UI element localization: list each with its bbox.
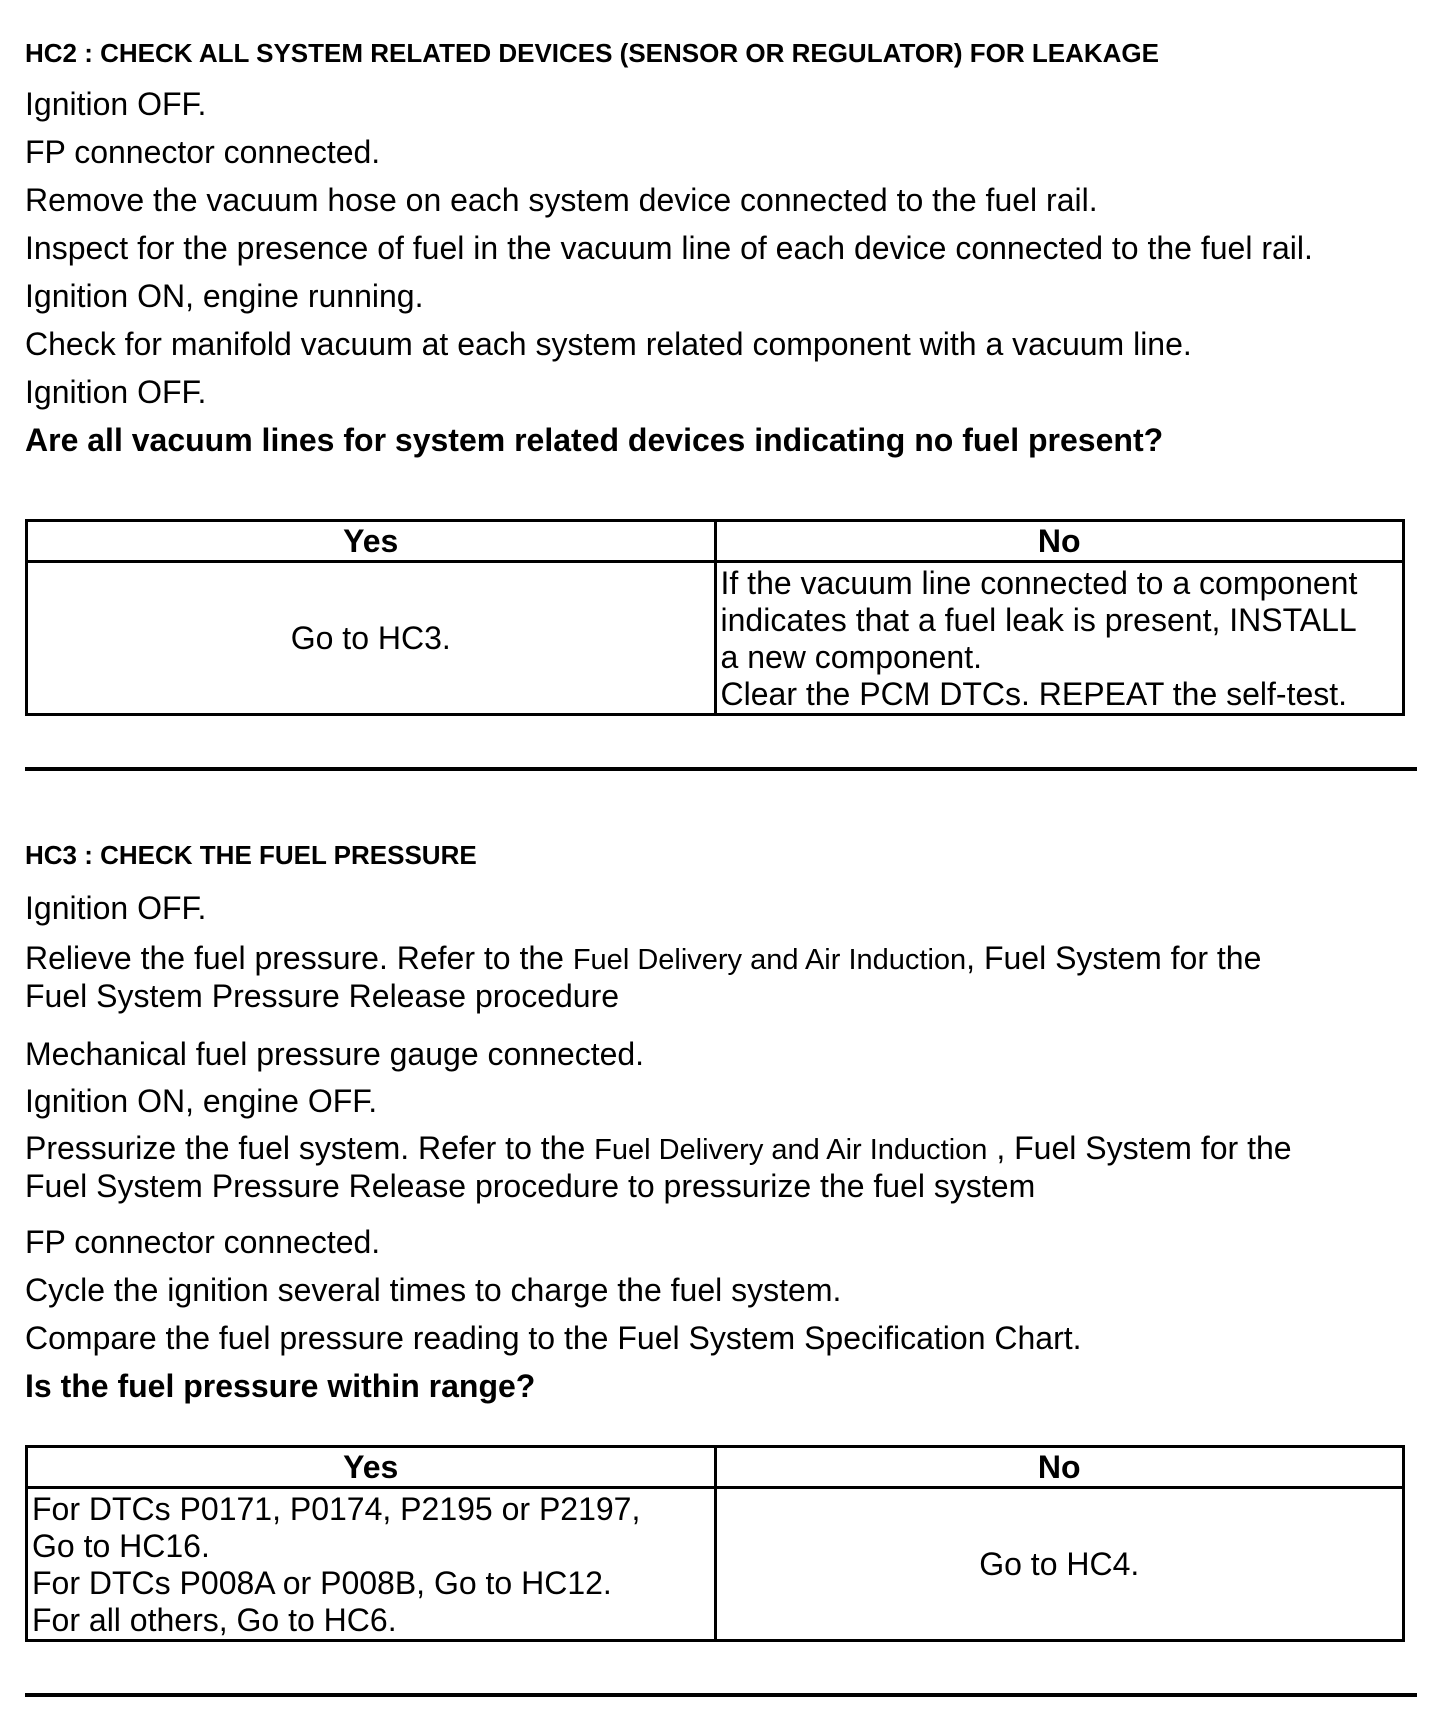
section-divider-bottom [25,1693,1417,1697]
hc3-step-5 [25,1130,1415,1224]
hc2-step-6: Check for manifold vacuum at each system related component with a vacuum line. [25,326,1192,362]
hc3-step-7: Cycle the ignition several times to charge the fuel system. [25,1272,842,1308]
hc3-step-2-text-b: , Fuel System for the [966,940,1262,976]
hc3-no-header: No [715,1447,1404,1488]
hc3-yes-line-2: Go to HC16. [32,1528,210,1564]
hc3-step-2 [25,940,1415,1036]
hc2-step-2: FP connector connected. [25,134,381,170]
hc2-step-3: Remove the vacuum hose on each system device connected to the fuel rail. [25,182,1098,218]
hc2-no-header: No [715,521,1404,562]
hc3-step-5-line-2: Fuel System Pressure Release procedure to pressurize the fuel system [25,1168,1036,1204]
hc2-no-line-4: Clear the PCM DTCs. REPEAT the self-test. [720,676,1348,712]
hc3-step-5-text: Pressurize the fuel system. Refer to the [25,1130,595,1166]
hc3-section [25,840,1415,870]
hc2-steps [25,86,1415,458]
hc2-question: Are all vacuum lines for system related devices indicating no fuel present? [25,422,1164,458]
hc3-step-5-reference: Fuel Delivery and Air Induction [594,1134,988,1166]
hc3-step-1: Ignition OFF. [25,890,207,926]
hc2-step-5: Ignition ON, engine running. [25,278,424,314]
hc3-yes-cell [27,1488,716,1641]
hc3-yes-header: Yes [27,1447,716,1488]
hc3-step-2-reference: Fuel Delivery and Air Induction [572,944,967,976]
hc3-question: Is the fuel pressure within range? [25,1368,536,1404]
hc3-step-5-text-b: , Fuel System for the [987,1130,1292,1166]
hc3-step-2-text: Relieve the fuel pressure. Refer to the [25,940,573,976]
hc2-no-line-1: If the vacuum line connected to a component [720,565,1358,601]
hc3-step-3: Mechanical fuel pressure gauge connected. [25,1036,645,1072]
hc2-decision-table [25,519,1405,716]
hc3-heading: HC3 : CHECK THE FUEL PRESSURE [25,840,477,870]
hc3-steps [25,890,1415,1404]
hc3-no-cell: Go to HC4. [715,1488,1404,1641]
hc3-step-4: Ignition ON, engine OFF. [25,1083,378,1119]
hc2-yes-header: Yes [27,521,716,562]
hc2-step-4: Inspect for the presence of fuel in the vacuum line of each device connected to the fuel rail. [25,230,1313,266]
hc3-yes-line-1: For DTCs P0171, P0174, P2195 or P2197, [32,1491,641,1527]
hc3-yes-line-3: For DTCs P008A or P008B, Go to HC12. [32,1565,612,1601]
hc2-no-cell [715,562,1404,715]
hc3-decision-table [25,1445,1405,1642]
hc2-section [25,38,1415,68]
hc2-no-line-2: indicates that a fuel leak is present, INSTALL [720,602,1357,638]
hc3-step-2-line-2: Fuel System Pressure Release procedure [25,978,620,1014]
hc2-no-line-3: a new component. [720,639,982,675]
hc2-step-1: Ignition OFF. [25,86,207,122]
hc2-yes-cell: Go to HC3. [27,562,716,715]
hc2-heading: HC2 : CHECK ALL SYSTEM RELATED DEVICES (SENSOR OR REGULATOR) FOR LEAKAGE [25,38,1159,68]
hc3-step-6: FP connector connected. [25,1224,381,1260]
hc3-step-8: Compare the fuel pressure reading to the Fuel System Specification Chart. [25,1320,1082,1356]
section-divider [25,767,1417,771]
hc3-yes-line-4: For all others, Go to HC6. [32,1602,397,1638]
hc2-step-7: Ignition OFF. [25,374,207,410]
